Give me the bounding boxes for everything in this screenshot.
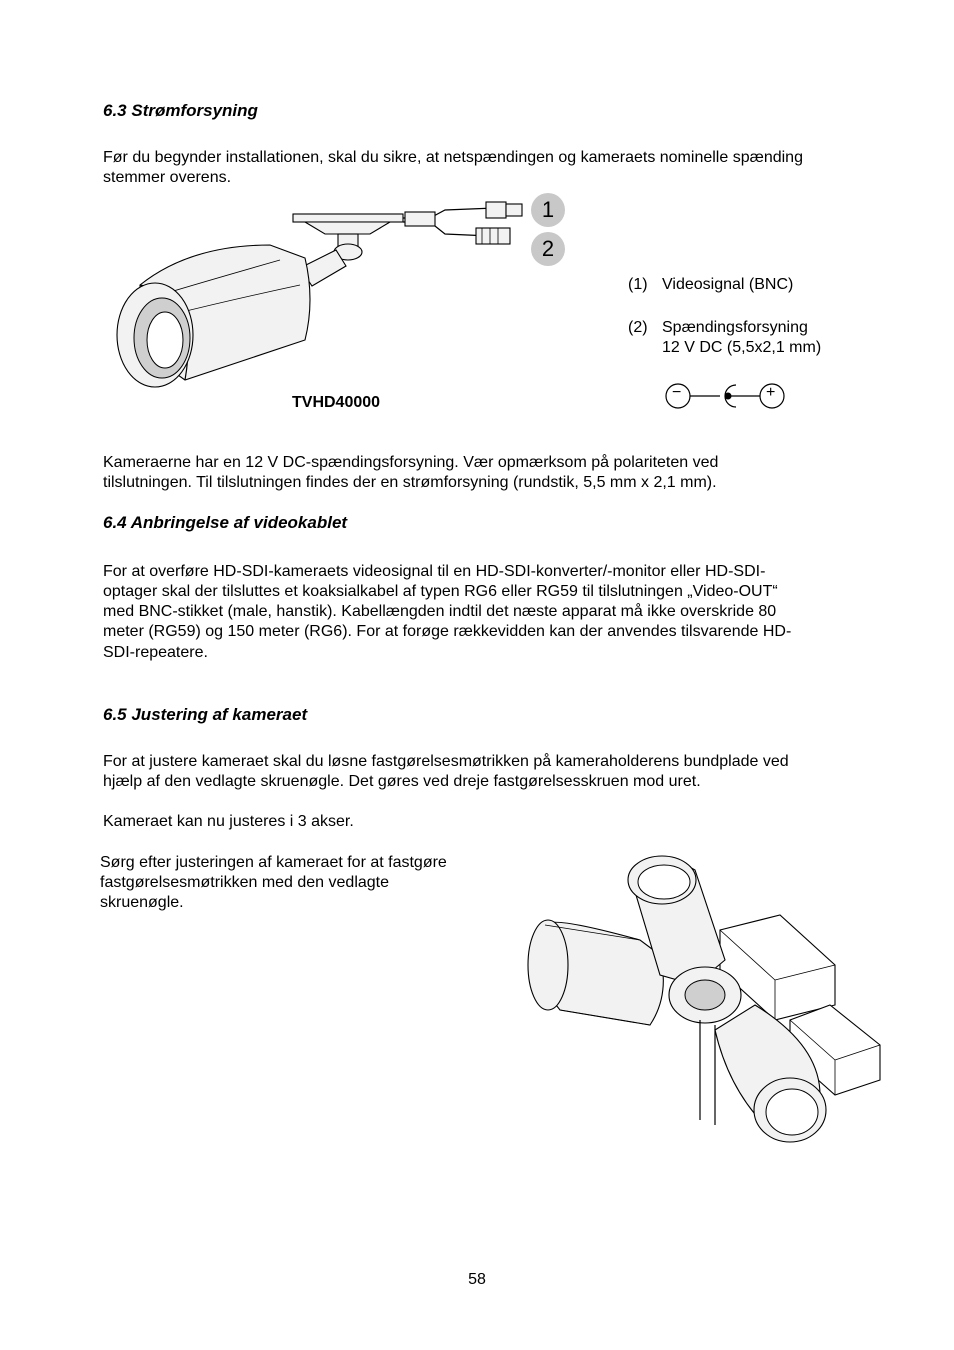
- legend-2-text-2: 12 V DC (5,5x2,1 mm): [662, 339, 822, 356]
- s65-p1-line-2: hjælp af den vedlagte skruenøgle. Det gøres ved dreje fastgørelsesskruen mod uret.: [103, 773, 701, 790]
- s64-line-5: SDI-repeatere.: [103, 644, 208, 661]
- body-line-1: Kameraerne har en 12 V DC-spændingsforsyning. Vær opmærksom på polariteten ved: [103, 454, 719, 471]
- s64-line-1: For at overføre HD-SDI-kameraets videosignal til en HD-SDI-konverter/-monitor eller HD-SDI-: [103, 563, 766, 580]
- camera-adjustment-illustration: [520, 845, 885, 1150]
- legend-1-num: (1): [628, 276, 648, 293]
- heading-6-4: 6.4 Anbringelse af videokablet: [103, 513, 348, 532]
- heading-6-5: 6.5 Justering af kameraet: [103, 705, 308, 724]
- intro-line-1: Før du begynder installationen, skal du sikre, at netspændingen og kameraets nominelle spænding: [103, 149, 803, 166]
- callout-2: 2: [531, 232, 565, 266]
- body-line-2: tilslutningen. Til tilslutningen findes der en strømforsyning (rundstik, 5,5 mm x 2,1 mm).: [103, 474, 717, 491]
- s65-p3-line-3: skruenøgle.: [100, 894, 184, 911]
- model-label: TVHD40000: [292, 394, 381, 411]
- intro-line-2: stemmer overens.: [103, 169, 232, 186]
- s65-p3-line-2: fastgørelsesmøtrikken med den vedlagte: [100, 874, 390, 891]
- s64-line-2: optager skal der tilsluttes et koaksialkabel af typen RG6 eller RG59 til tilslutningen „Video-OUT“: [103, 583, 778, 600]
- callout-1: 1: [531, 193, 565, 227]
- legend-1-text: Videosignal (BNC): [662, 276, 794, 293]
- s65-p2: Kameraet kan nu justeres i 3 akser.: [103, 813, 354, 830]
- bullet-camera-illustration: [100, 190, 580, 390]
- polarity-minus: −: [672, 384, 682, 401]
- s64-line-4: meter (RG59) og 150 meter (RG6). For at forøge rækkevidden kan der anvendes tilsvarende HD-: [103, 623, 792, 640]
- legend-2-num: (2): [628, 319, 648, 336]
- polarity-plus: +: [766, 384, 776, 401]
- s65-p1-line-1: For at justere kameraet skal du løsne fastgørelsesmøtrikken på kameraholderens bundplade ved: [103, 753, 789, 770]
- page-number: 58: [468, 1271, 486, 1288]
- s65-p3-line-1: Sørg efter justeringen af kameraet for at fastgøre: [100, 854, 447, 871]
- s64-line-3: med BNC-stikket (male, hanstik). Kabellængden indtil det næste apparat må ikke overskride 80: [103, 603, 777, 620]
- legend-2-text: Spændingsforsyning: [662, 319, 808, 336]
- heading-6-3: 6.3 Strømforsyning: [103, 101, 258, 120]
